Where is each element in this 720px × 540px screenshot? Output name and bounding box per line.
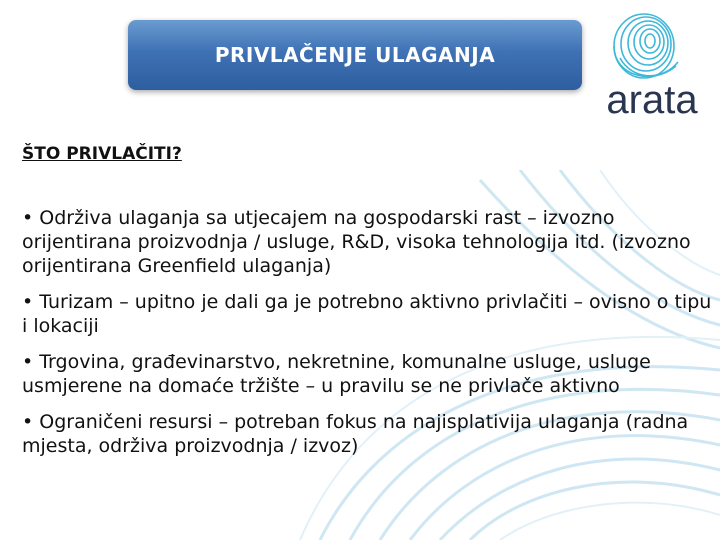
list-item: • Trgovina, građevinarstvo, nekretnine, komunalne usluge, usluge usmjerene na domaće tržište – u pravilu se ne privlače aktivno (22, 351, 651, 397)
bullet-list (22, 206, 712, 470)
title-banner (128, 20, 582, 90)
list-item: • Održiva ulaganja sa utjecajem na gospodarski rast – izvozno orijentirana proizvodnja / usluge, R&D, visoka tehnologija itd. (izvozno orijentirana Greenfield ulaganja) (22, 207, 691, 277)
page-title: PRIVLAČENJE ULAGANJA (214, 43, 496, 67)
section-subtitle: ŠTO PRIVLAČITI? (22, 144, 182, 164)
logo-wordmark: arata (606, 78, 698, 122)
list-item: • Ograničeni resursi – potreban fokus na najisplativija ulaganja (radna mjesta, održiva proizvodnja / izvoz) (22, 411, 689, 457)
list-item: • Turizam – upitno je dali ga je potrebno aktivno privlačiti – ovisno o tipu i lokaciji (22, 291, 712, 337)
